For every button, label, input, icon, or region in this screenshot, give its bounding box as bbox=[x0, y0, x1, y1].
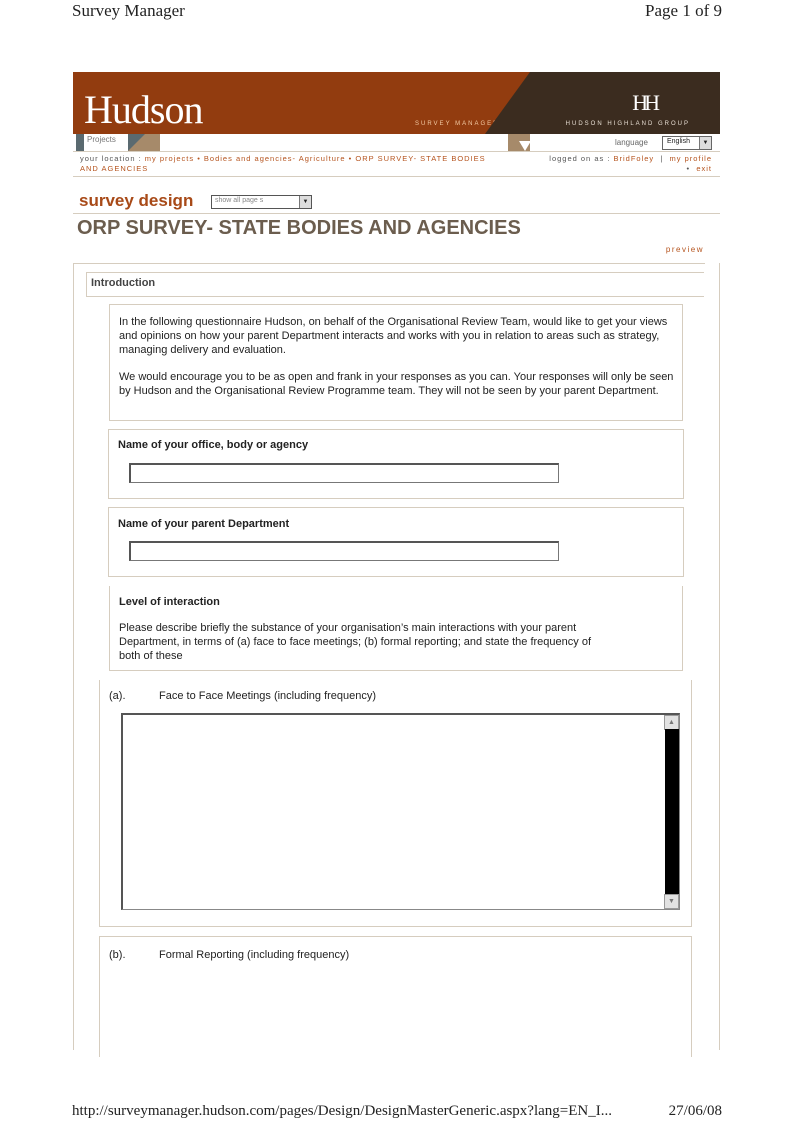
page-heading: survey design bbox=[79, 191, 194, 210]
print-url: http://surveymanager.hudson.com/pages/Design/DesignMasterGeneric.aspx?lang=EN_I... bbox=[72, 1103, 612, 1119]
breadcrumb: your location : my projects • Bodies and agencies- Agriculture • ORP SURVEY- STATE BODIES AND AGENCIES bbox=[80, 154, 486, 173]
page-filter-select[interactable]: show all page s ▼ bbox=[211, 195, 312, 209]
print-date: 27/06/08 bbox=[668, 1103, 722, 1119]
chevron-down-icon: ▼ bbox=[299, 196, 311, 208]
print-title: Survey Manager bbox=[72, 1, 185, 20]
face-to-face-textarea[interactable] bbox=[121, 713, 680, 910]
chevron-down-icon: ▼ bbox=[699, 137, 711, 149]
subquestion-label: Formal Reporting (including frequency) bbox=[159, 949, 350, 961]
tab-projects[interactable]: Projects bbox=[87, 135, 116, 144]
hh-logo-icon: HH bbox=[632, 90, 656, 115]
section-header bbox=[86, 272, 704, 297]
crumb-survey[interactable]: ORP SURVEY- STATE BODIES AND AGENCIES bbox=[80, 154, 486, 173]
subquestion-label: Face to Face Meetings (including frequency) bbox=[159, 690, 377, 702]
scroll-up-icon[interactable]: ▲ bbox=[664, 715, 679, 730]
nav-bar bbox=[73, 134, 720, 152]
survey-title: ORP SURVEY- STATE BODIES AND AGENCIES bbox=[77, 217, 521, 239]
language-value: English bbox=[667, 138, 690, 145]
question-description: Please describe briefly the substance of your organisation’s main interactions with your parent Department, in terms of (a) face to face meetings; (b) formal reporting; and state the frequency of both of these bbox=[119, 622, 592, 662]
user-info: logged on as : BridFoley | my profile • exit bbox=[549, 154, 712, 173]
language-select[interactable] bbox=[662, 136, 712, 150]
scrollbar[interactable] bbox=[665, 729, 679, 895]
office-name-input[interactable] bbox=[129, 463, 559, 483]
section-title: Introduction bbox=[91, 277, 156, 289]
language-label: language bbox=[615, 138, 648, 147]
group-panel bbox=[530, 72, 720, 134]
user-name: BridFoley bbox=[613, 154, 655, 163]
scroll-down-icon[interactable]: ▼ bbox=[664, 894, 679, 909]
question-label: Name of your parent Department bbox=[118, 518, 290, 530]
preview-link[interactable]: preview bbox=[665, 245, 704, 254]
crumb-project[interactable]: Bodies and agencies- Agriculture bbox=[203, 154, 346, 163]
subquestion-marker: (a). bbox=[109, 690, 126, 702]
question-label: Level of interaction bbox=[119, 596, 220, 608]
hudson-logo: Hudson bbox=[84, 87, 203, 132]
product-label: SURVEY MANAGER bbox=[415, 121, 500, 127]
my-profile-link[interactable]: my profile bbox=[669, 154, 712, 163]
header-banner bbox=[73, 72, 720, 134]
question-label: Name of your office, body or agency bbox=[118, 439, 309, 451]
print-page-number: Page 1 of 9 bbox=[645, 1, 722, 20]
group-label: HUDSON HIGHLAND GROUP bbox=[565, 121, 690, 127]
crumb-my-projects[interactable]: my projects bbox=[144, 154, 195, 163]
intro-paragraph-2: We would encourage you to be as open and frank in your responses as you can. Your responses will only be seen by Hudson and the Organisational Review Programme team. They will not be seen by your parent Department. bbox=[119, 371, 674, 397]
parent-department-input[interactable] bbox=[129, 541, 559, 561]
intro-paragraph-1: In the following questionnaire Hudson, on behalf of the Organisational Review Team, would like to get your views and opinions on how your parent Department interacts and works with you in relation to areas such as strategy, managing delivery and evaluation. bbox=[119, 316, 668, 356]
exit-link[interactable]: exit bbox=[696, 164, 712, 173]
subquestion-marker: (b). bbox=[109, 949, 126, 961]
